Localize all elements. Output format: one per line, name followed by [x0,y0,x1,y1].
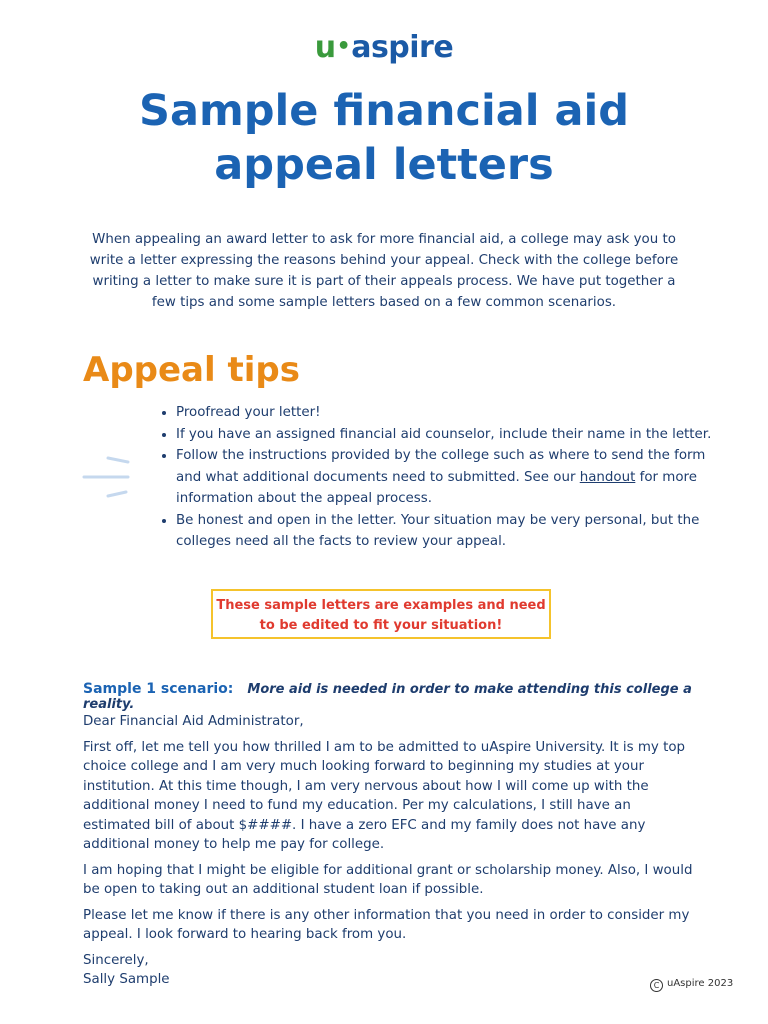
logo-dot: • [336,34,351,59]
list-item [176,445,716,510]
letter-closing: Sincerely, [83,952,149,968]
logo-u: u [314,30,336,65]
copyright-text: uAspire 2023 [667,978,734,989]
copyright-icon: C [650,979,663,992]
sample-letter [83,712,695,990]
list-item: • Be honest and open in the letter. Your situation may be very personal, but the colleges need all the facts to review your appeal. [176,510,716,553]
scenario-label: Sample 1 scenario: [83,681,234,697]
title-line-2: appeal letters [214,140,554,190]
decorative-lines-icon [80,452,132,504]
tip-text: for more information about the appeal process. [176,469,697,506]
scenario-description: More aid is needed in order to make attending this college a reality. [83,682,692,712]
intro-paragraph: When appealing an award letter to ask for more financial aid, a college may ask you to write a letter expressing the reasons behind your appeal. Check with the college before writing a letter to make sure it is part of their appeals process. We have put together a few tips and some sample letters based on a few common scenarios. [89,232,679,310]
appeal-tips-list [158,402,716,553]
logo-aspire: aspire [351,30,454,65]
sample-warning-box: These sample letters are examples and need to be edited to fit your situation! [211,589,551,639]
letter-signature: Sally Sample [83,972,170,987]
letter-greeting: Dear Financial Aid Administrator, [83,714,304,729]
handout-link[interactable]: handout [579,469,636,485]
scenario-header [83,681,723,712]
copyright-footer [650,978,733,992]
letter-paragraph: Please let me know if there is any other information that you need in order to consider my appeal. I look forward to hearing back from you. [83,907,690,942]
title-line-1: Sample financial aid [138,86,630,136]
tip-text: Follow the instructions provided by the college such as where to send the form and what additional documents need to submitted. See our [176,448,706,485]
appeal-tips-heading: Appeal tips [83,350,300,390]
page-title [60,84,708,192]
letter-paragraph: First off, let me tell you how thrilled I am to be admitted to uAspire University. It is my top choice college and I am very much looking forward to beginning my studies at your institution. At this time though, I am very nervous about how I will come up with the additional money I need to fund my education. Per my calculations, I still have an estimated bill of about $####. I have a zero EFC and my family does not have any additional money to help me pay for college. [83,739,686,852]
list-item: • If you have an assigned financial aid counselor, include their name in the letter. [176,424,716,446]
list-item: • Proofread your letter! [176,402,716,424]
uaspire-logo [0,30,768,65]
letter-paragraph: I am hoping that I might be eligible for additional grant or scholarship money. Also, I would be open to taking out an additional student loan if possible. [83,862,693,897]
